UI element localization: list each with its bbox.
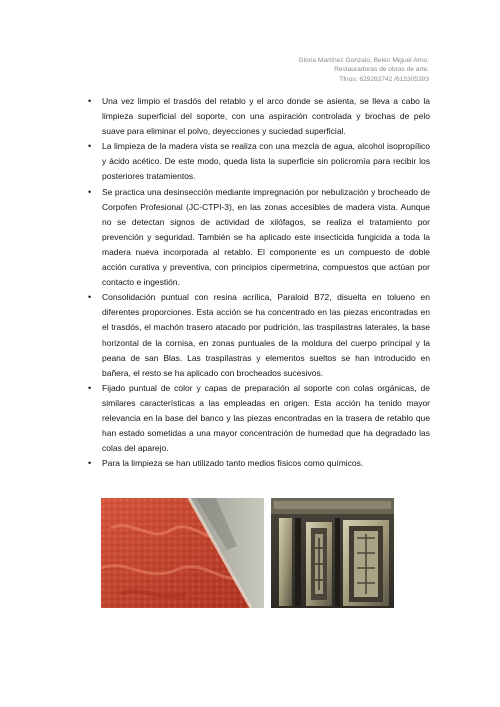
header-authors: Gloria Martínez Gonzalo, Belén Miguel Arno. — [298, 57, 429, 64]
document-header — [189, 56, 429, 84]
header-phones: Tfnos: 629283742 /615305393 — [339, 75, 429, 83]
list-item: • Consolidación puntual con resina acrílica, Paraloid B72, disuelta en tolueno en diferentes proporciones. Esta acción se ha concentrado en las piezas encontradas en el trasdós, el machón trasero atacado por pudrición, las traspilastras laterales, la base horizontal de la cornisa, en zonas puntuales de la moldura del cuerpo principal y la peana de san Blas. Las traspilastras y elementos sueltos se han introducido en bañera, el resto se ha aplicado con brocheados sucesivos. — [88, 290, 430, 381]
header-role: Restauradoras de obras de arte. — [334, 66, 429, 74]
treatment-list — [88, 94, 430, 471]
list-item: • Para la limpieza se han utilizado tanto medios físicos como químicos. — [88, 456, 430, 471]
photo-row — [101, 498, 394, 608]
list-item: • Fijado puntual de color y capas de preparación al soporte con colas orgánicas, de similares características a las empleadas en origen. Esta acción ha tenido mayor relevancia en la base del banco y las piezas encontradas en la trasera de retablo que han estado sometidas a una mayor concentración de humedad que ha degradado las colas del aparejo. — [88, 381, 430, 456]
list-item: • La limpieza de la madera vista se realiza con una mezcla de agua, alcohol isopropílico y ácido acético. De este modo, queda lista la superficie sin policromía para recibir los posteriores tratamientos. — [88, 139, 430, 184]
photo-carved-panels — [271, 498, 394, 608]
photo-red-fabric — [101, 498, 264, 608]
list-item: • Una vez limpio el trasdós del retablo y el arco donde se asienta, se lleva a cabo la limpieza superficial del soporte, con una aspiración controlada y brochas de pelo suave para eliminar el polvo, deyecciones y suciedad superficial. — [88, 94, 430, 139]
list-item: • Se practica una desinsección mediante impregnación por nebulización y brocheado de Corpofen Profesional (JC-CTPI-3), en las zonas accesibles de madera vista. Aunque no se detectan signos de actividad de xilófagos, se realiza el tratamiento por prevención y seguridad. También se ha aplicado este insecticida fungicida a toda la madera nueva incorporada al retablo. El componente es un compuesto de doble acción curativa y preventiva, con principios cipermetrina, compuestos que actúan por contacto e ingestión. — [88, 185, 430, 291]
